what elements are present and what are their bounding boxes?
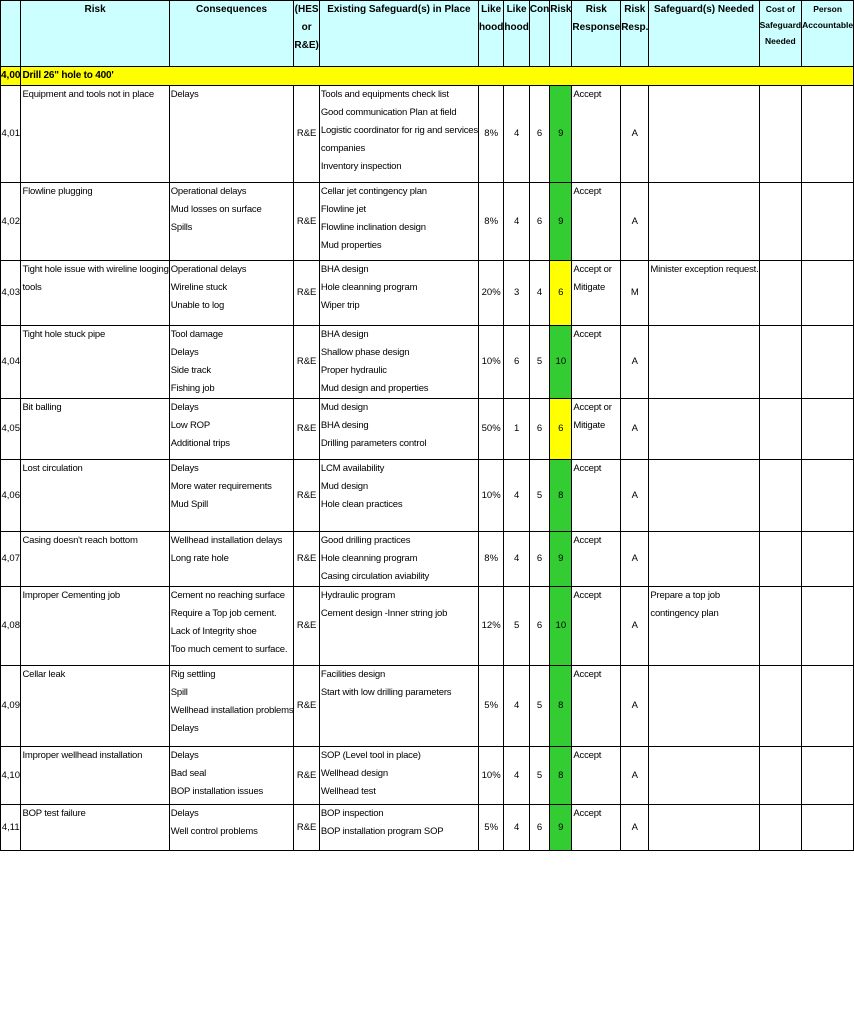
existing-safeguards-cell bbox=[319, 86, 478, 183]
risk-cell-line: Improper wellhead installation bbox=[22, 750, 143, 761]
header-risk-score: Risk bbox=[550, 1, 572, 67]
likelihood-score-cell: 5 bbox=[504, 587, 529, 666]
hes-cell: R&E bbox=[294, 805, 319, 851]
existing-safeguards-cell bbox=[319, 666, 478, 747]
header-consequence-score: Con bbox=[529, 1, 549, 67]
risk-score-cell: 8 bbox=[550, 460, 572, 532]
risk-response-cell bbox=[572, 666, 621, 747]
risk-cell bbox=[21, 460, 169, 532]
existing-safeguards-cell bbox=[319, 183, 478, 261]
risk-response-cell bbox=[572, 747, 621, 805]
risk-resp-cell: A bbox=[621, 460, 649, 532]
consequences-cell bbox=[169, 183, 294, 261]
consequences-cell-line: Require a Top job cement. bbox=[170, 608, 277, 619]
existing-safeguards-cell-line: companies bbox=[320, 143, 366, 154]
risk-response-cell bbox=[572, 399, 621, 460]
likelihood-percent-cell: 50% bbox=[478, 399, 503, 460]
hes-cell: R&E bbox=[294, 399, 319, 460]
existing-safeguards-cell-line: Wellhead test bbox=[320, 786, 376, 797]
row-number: 4,03 bbox=[1, 261, 21, 326]
safeguards-needed-cell bbox=[649, 460, 759, 532]
existing-safeguards-cell-line: Facilities design bbox=[320, 669, 386, 680]
risk-response-cell-line: Accept bbox=[573, 463, 602, 474]
header-consequences: Consequences bbox=[169, 1, 294, 67]
existing-safeguards-cell-line: Mud design and properties bbox=[320, 383, 429, 394]
risk-response-cell bbox=[572, 587, 621, 666]
existing-safeguards-cell-line: Mud design bbox=[320, 481, 368, 492]
cost-cell bbox=[759, 747, 802, 805]
header-cost bbox=[759, 1, 802, 67]
risk-response-cell bbox=[572, 805, 621, 851]
risk-resp-cell: A bbox=[621, 747, 649, 805]
consequence-score-cell: 4 bbox=[529, 261, 549, 326]
risk-response-cell bbox=[572, 532, 621, 587]
risk-response-cell-line: Accept bbox=[573, 535, 602, 546]
hes-cell: R&E bbox=[294, 460, 319, 532]
risk-response-cell bbox=[572, 460, 621, 532]
safeguards-needed-cell bbox=[649, 399, 759, 460]
consequences-cell-line: Side track bbox=[170, 365, 211, 376]
likelihood-score-cell: 4 bbox=[504, 86, 529, 183]
risk-cell bbox=[21, 399, 169, 460]
consequence-score-cell: 6 bbox=[529, 805, 549, 851]
likelihood-score-cell: 6 bbox=[504, 326, 529, 399]
table-row bbox=[1, 587, 854, 666]
consequence-score-cell: 6 bbox=[529, 587, 549, 666]
person-accountable-cell bbox=[802, 460, 854, 532]
existing-safeguards-cell-line: Good communication Plan at field bbox=[320, 107, 457, 118]
consequences-cell-line: Wellhead installation delays bbox=[170, 535, 283, 546]
header-num bbox=[1, 1, 21, 67]
header-safeguards-needed: Safeguard(s) Needed bbox=[649, 1, 759, 67]
safeguards-needed-cell bbox=[649, 666, 759, 747]
likelihood-percent-cell: 8% bbox=[478, 183, 503, 261]
consequences-cell-line: Operational delays bbox=[170, 264, 247, 275]
consequences-cell-line: Spills bbox=[170, 222, 193, 233]
table-row bbox=[1, 460, 854, 532]
header-likelihood-2 bbox=[504, 1, 529, 67]
safeguards-needed-cell-line: Minister exception request. bbox=[650, 264, 759, 275]
consequence-score-cell: 6 bbox=[529, 532, 549, 587]
consequences-cell-line: Lack of Integrity shoe bbox=[170, 626, 257, 637]
cost-cell bbox=[759, 666, 802, 747]
safeguards-needed-cell bbox=[649, 532, 759, 587]
consequences-cell bbox=[169, 666, 294, 747]
consequences-cell-line: Spill bbox=[170, 687, 188, 698]
consequences-cell-line: Delays bbox=[170, 89, 199, 100]
safeguards-needed-cell bbox=[649, 183, 759, 261]
risk-cell-line: Improper Cementing job bbox=[22, 590, 120, 601]
existing-safeguards-cell-line: Drilling parameters control bbox=[320, 438, 427, 449]
table-row bbox=[1, 805, 854, 851]
header-risk-response bbox=[572, 1, 621, 67]
row-number: 4,04 bbox=[1, 326, 21, 399]
cost-cell bbox=[759, 183, 802, 261]
risk-resp-cell: A bbox=[621, 805, 649, 851]
existing-safeguards-cell bbox=[319, 326, 478, 399]
risk-response-cell-line: Accept or bbox=[573, 402, 612, 413]
safeguards-needed-cell bbox=[649, 326, 759, 399]
row-number: 4,11 bbox=[1, 805, 21, 851]
risk-response-cell-line: Accept bbox=[573, 590, 602, 601]
consequences-cell-line: More water requirements bbox=[170, 481, 272, 492]
header-cost-line: Needed bbox=[764, 36, 796, 46]
risk-response-cell bbox=[572, 261, 621, 326]
row-number: 4,07 bbox=[1, 532, 21, 587]
existing-safeguards-cell bbox=[319, 460, 478, 532]
existing-safeguards-cell-line: Hole cleanning program bbox=[320, 553, 418, 564]
consequences-cell bbox=[169, 86, 294, 183]
header-like2-line: hood bbox=[504, 22, 529, 33]
existing-safeguards-cell-line: Flowline jet bbox=[320, 204, 366, 215]
cost-cell bbox=[759, 532, 802, 587]
consequences-cell bbox=[169, 326, 294, 399]
consequences-cell-line: Delays bbox=[170, 347, 199, 358]
risk-response-cell bbox=[572, 183, 621, 261]
person-accountable-cell bbox=[802, 261, 854, 326]
likelihood-percent-cell: 5% bbox=[478, 666, 503, 747]
likelihood-score-cell: 4 bbox=[504, 805, 529, 851]
table-row bbox=[1, 86, 854, 183]
consequences-cell-line: Low ROP bbox=[170, 420, 210, 431]
existing-safeguards-cell-line: BHA design bbox=[320, 264, 369, 275]
consequences-cell-line: Bad seal bbox=[170, 768, 207, 779]
existing-safeguards-cell-line: Flowline inclination design bbox=[320, 222, 426, 233]
cost-cell bbox=[759, 86, 802, 183]
existing-safeguards-cell-line: Wiper trip bbox=[320, 300, 360, 311]
person-accountable-cell bbox=[802, 326, 854, 399]
section-number: 4,00 bbox=[1, 67, 21, 86]
risk-score-cell: 8 bbox=[550, 747, 572, 805]
header-likelihood-1 bbox=[478, 1, 503, 67]
header-person-line: Person bbox=[813, 4, 843, 14]
risk-resp-cell: A bbox=[621, 326, 649, 399]
existing-safeguards-cell-line: BHA design bbox=[320, 329, 369, 340]
hes-cell: R&E bbox=[294, 747, 319, 805]
risk-response-cell-line: Accept bbox=[573, 329, 602, 340]
table-row bbox=[1, 261, 854, 326]
risk-resp-cell: M bbox=[621, 261, 649, 326]
safeguards-needed-cell bbox=[649, 805, 759, 851]
existing-safeguards-cell-line: Mud design bbox=[320, 402, 368, 413]
risk-score-cell: 9 bbox=[550, 532, 572, 587]
likelihood-score-cell: 4 bbox=[504, 747, 529, 805]
header-hes-line: (HES bbox=[294, 4, 319, 15]
hes-cell: R&E bbox=[294, 183, 319, 261]
person-accountable-cell bbox=[802, 532, 854, 587]
consequences-cell-line: Delays bbox=[170, 463, 199, 474]
row-number: 4,08 bbox=[1, 587, 21, 666]
risk-cell-line: Flowline plugging bbox=[22, 186, 93, 197]
risk-cell-line: Lost circulation bbox=[22, 463, 83, 474]
existing-safeguards-cell bbox=[319, 747, 478, 805]
existing-safeguards-cell-line: Hole cleanning program bbox=[320, 282, 418, 293]
consequences-cell-line: Rig settling bbox=[170, 669, 216, 680]
risk-cell-line: Equipment and tools not in place bbox=[22, 89, 154, 100]
person-accountable-cell bbox=[802, 666, 854, 747]
risk-cell-line: Bit balling bbox=[22, 402, 62, 413]
safeguards-needed-cell-line: contingency plan bbox=[650, 608, 719, 619]
header-risk-resp bbox=[621, 1, 649, 67]
existing-safeguards-cell-line: BOP installation program SOP bbox=[320, 826, 444, 837]
risk-score-cell: 6 bbox=[550, 261, 572, 326]
consequences-cell-line: Delays bbox=[170, 723, 199, 734]
existing-safeguards-cell-line: Casing circulation aviability bbox=[320, 571, 430, 582]
safeguards-needed-cell bbox=[649, 747, 759, 805]
likelihood-score-cell: 1 bbox=[504, 399, 529, 460]
risk-score-cell: 9 bbox=[550, 86, 572, 183]
existing-safeguards-cell-line: Cellar jet contingency plan bbox=[320, 186, 427, 197]
risk-cell-line: tools bbox=[22, 282, 42, 293]
consequences-cell-line: Too much cement to surface. bbox=[170, 644, 288, 655]
consequences-cell-line: Wireline stuck bbox=[170, 282, 228, 293]
existing-safeguards-cell bbox=[319, 399, 478, 460]
hes-cell: R&E bbox=[294, 532, 319, 587]
safeguards-needed-cell bbox=[649, 86, 759, 183]
risk-resp-cell: A bbox=[621, 532, 649, 587]
risk-score-cell: 9 bbox=[550, 183, 572, 261]
consequence-score-cell: 5 bbox=[529, 747, 549, 805]
table-row bbox=[1, 666, 854, 747]
cost-cell bbox=[759, 261, 802, 326]
header-person-line: Accountable bbox=[802, 20, 854, 30]
header-risk: Risk bbox=[21, 1, 169, 67]
existing-safeguards-cell-line: Mud properties bbox=[320, 240, 382, 251]
header-risk-resp-line: Resp. bbox=[621, 22, 649, 33]
existing-safeguards-cell-line: Shallow phase design bbox=[320, 347, 410, 358]
likelihood-percent-cell: 8% bbox=[478, 86, 503, 183]
likelihood-percent-cell: 20% bbox=[478, 261, 503, 326]
table-row bbox=[1, 532, 854, 587]
risk-score-cell: 10 bbox=[550, 326, 572, 399]
existing-safeguards-cell-line: Tools and equipments check list bbox=[320, 89, 449, 100]
existing-safeguards-cell-line: SOP (Level tool in place) bbox=[320, 750, 421, 761]
consequence-score-cell: 5 bbox=[529, 460, 549, 532]
cost-cell bbox=[759, 399, 802, 460]
consequences-cell-line: Wellhead installation problems bbox=[170, 705, 294, 716]
consequences-cell-line: Long rate hole bbox=[170, 553, 229, 564]
consequences-cell bbox=[169, 747, 294, 805]
likelihood-percent-cell: 5% bbox=[478, 805, 503, 851]
safeguards-needed-cell bbox=[649, 261, 759, 326]
existing-safeguards-cell-line: BHA desing bbox=[320, 420, 369, 431]
person-accountable-cell bbox=[802, 805, 854, 851]
risk-cell bbox=[21, 86, 169, 183]
risk-resp-cell: A bbox=[621, 587, 649, 666]
existing-safeguards-cell-line: BOP inspection bbox=[320, 808, 384, 819]
consequences-cell-line: Mud losses on surface bbox=[170, 204, 262, 215]
consequences-cell-line: Tool damage bbox=[170, 329, 223, 340]
person-accountable-cell bbox=[802, 399, 854, 460]
risk-cell-line: Cellar leak bbox=[22, 669, 66, 680]
header-risk-response-line: Response bbox=[572, 22, 621, 33]
table-row bbox=[1, 326, 854, 399]
header-hes-line: or bbox=[301, 22, 312, 33]
risk-cell bbox=[21, 261, 169, 326]
consequences-cell-line: Additional trips bbox=[170, 438, 230, 449]
existing-safeguards-cell-line: Logistic coordinator for rig and services bbox=[320, 125, 478, 136]
risk-cell-line: Tight hole issue with wireline looging bbox=[22, 264, 169, 275]
person-accountable-cell bbox=[802, 86, 854, 183]
safeguards-needed-cell bbox=[649, 587, 759, 666]
consequences-cell bbox=[169, 805, 294, 851]
risk-response-cell-line: Accept bbox=[573, 186, 602, 197]
risk-score-cell: 10 bbox=[550, 587, 572, 666]
consequence-score-cell: 5 bbox=[529, 666, 549, 747]
consequence-score-cell: 6 bbox=[529, 86, 549, 183]
risk-cell bbox=[21, 666, 169, 747]
consequences-cell-line: Operational delays bbox=[170, 186, 247, 197]
consequences-cell-line: Fishing job bbox=[170, 383, 215, 394]
table-row bbox=[1, 183, 854, 261]
row-number: 4,05 bbox=[1, 399, 21, 460]
likelihood-percent-cell: 12% bbox=[478, 587, 503, 666]
existing-safeguards-cell-line: LCM availability bbox=[320, 463, 385, 474]
risk-resp-cell: A bbox=[621, 399, 649, 460]
consequences-cell bbox=[169, 399, 294, 460]
consequences-cell-line: Cement no reaching surface bbox=[170, 590, 285, 601]
likelihood-score-cell: 4 bbox=[504, 532, 529, 587]
existing-safeguards-cell-line: Wellhead design bbox=[320, 768, 388, 779]
safeguards-needed-cell-line: Prepare a top job bbox=[650, 590, 720, 601]
risk-response-cell-line: Accept bbox=[573, 89, 602, 100]
consequences-cell bbox=[169, 261, 294, 326]
consequences-cell-line: BOP installation issues bbox=[170, 786, 264, 797]
likelihood-score-cell: 4 bbox=[504, 460, 529, 532]
existing-safeguards-cell-line: Inventory inspection bbox=[320, 161, 402, 172]
hes-cell: R&E bbox=[294, 666, 319, 747]
consequence-score-cell: 5 bbox=[529, 326, 549, 399]
risk-response-cell bbox=[572, 326, 621, 399]
existing-safeguards-cell bbox=[319, 261, 478, 326]
header-cost-line: Safeguard bbox=[759, 20, 802, 30]
risk-cell-line: Tight hole stuck pipe bbox=[22, 329, 106, 340]
risk-score-cell: 6 bbox=[550, 399, 572, 460]
risk-response-cell-line: Mitigate bbox=[573, 420, 606, 431]
header-risk-response-line: Risk bbox=[585, 4, 607, 15]
risk-resp-cell: A bbox=[621, 666, 649, 747]
header-row bbox=[1, 1, 854, 67]
risk-resp-cell: A bbox=[621, 86, 649, 183]
existing-safeguards-cell-line: Cement design -Inner string job bbox=[320, 608, 448, 619]
risk-response-cell-line: Accept or bbox=[573, 264, 612, 275]
likelihood-percent-cell: 10% bbox=[478, 747, 503, 805]
row-number: 4,09 bbox=[1, 666, 21, 747]
header-hes-line: R&E) bbox=[294, 40, 319, 51]
row-number: 4,06 bbox=[1, 460, 21, 532]
section-title: Drill 26" hole to 400' bbox=[21, 67, 854, 86]
table-row bbox=[1, 399, 854, 460]
risk-score-cell: 9 bbox=[550, 805, 572, 851]
risk-cell bbox=[21, 747, 169, 805]
row-number: 4,01 bbox=[1, 86, 21, 183]
consequences-cell-line: Delays bbox=[170, 750, 199, 761]
risk-cell-line: Casing doesn't reach bottom bbox=[22, 535, 138, 546]
risk-response-cell-line: Mitigate bbox=[573, 282, 606, 293]
risk-cell bbox=[21, 532, 169, 587]
consequences-cell-line: Delays bbox=[170, 402, 199, 413]
risk-response-cell-line: Accept bbox=[573, 669, 602, 680]
cost-cell bbox=[759, 805, 802, 851]
existing-safeguards-cell-line: Start with low drilling parameters bbox=[320, 687, 452, 698]
risk-resp-cell: A bbox=[621, 183, 649, 261]
likelihood-score-cell: 3 bbox=[504, 261, 529, 326]
consequences-cell-line: Well control problems bbox=[170, 826, 258, 837]
hes-cell: R&E bbox=[294, 587, 319, 666]
consequences-cell bbox=[169, 532, 294, 587]
header-like2-line: Like bbox=[506, 4, 527, 15]
header-risk-resp-line: Risk bbox=[624, 4, 646, 15]
hes-cell: R&E bbox=[294, 86, 319, 183]
person-accountable-cell bbox=[802, 747, 854, 805]
consequences-cell bbox=[169, 587, 294, 666]
risk-response-cell bbox=[572, 86, 621, 183]
person-accountable-cell bbox=[802, 587, 854, 666]
table-row bbox=[1, 747, 854, 805]
risk-response-cell-line: Accept bbox=[573, 808, 602, 819]
consequence-score-cell: 6 bbox=[529, 183, 549, 261]
header-cost-line: Cost of bbox=[765, 4, 795, 14]
row-number: 4,02 bbox=[1, 183, 21, 261]
consequences-cell-line: Delays bbox=[170, 808, 199, 819]
row-number: 4,10 bbox=[1, 747, 21, 805]
person-accountable-cell bbox=[802, 183, 854, 261]
cost-cell bbox=[759, 587, 802, 666]
existing-safeguards-cell-line: Hydraulic program bbox=[320, 590, 396, 601]
risk-cell bbox=[21, 326, 169, 399]
risk-cell bbox=[21, 587, 169, 666]
existing-safeguards-cell-line: Good drilling practices bbox=[320, 535, 411, 546]
header-hes bbox=[294, 1, 319, 67]
existing-safeguards-cell bbox=[319, 587, 478, 666]
consequences-cell-line: Unable to log bbox=[170, 300, 225, 311]
consequence-score-cell: 6 bbox=[529, 399, 549, 460]
consequences-cell-line: Mud Spill bbox=[170, 499, 208, 510]
likelihood-percent-cell: 10% bbox=[478, 326, 503, 399]
risk-cell bbox=[21, 183, 169, 261]
likelihood-percent-cell: 10% bbox=[478, 460, 503, 532]
risk-cell-line: BOP test failure bbox=[22, 808, 86, 819]
likelihood-percent-cell: 8% bbox=[478, 532, 503, 587]
existing-safeguards-cell-line: Hole clean practices bbox=[320, 499, 403, 510]
section-row bbox=[1, 67, 854, 86]
consequences-cell bbox=[169, 460, 294, 532]
hes-cell: R&E bbox=[294, 326, 319, 399]
header-person-accountable bbox=[802, 1, 854, 67]
header-like1-line: hood bbox=[478, 22, 504, 33]
likelihood-score-cell: 4 bbox=[504, 183, 529, 261]
likelihood-score-cell: 4 bbox=[504, 666, 529, 747]
existing-safeguards-cell-line: Proper hydraulic bbox=[320, 365, 387, 376]
cost-cell bbox=[759, 460, 802, 532]
header-like1-line: Like bbox=[481, 4, 502, 15]
existing-safeguards-cell bbox=[319, 805, 478, 851]
existing-safeguards-cell bbox=[319, 532, 478, 587]
header-existing-safeguards: Existing Safeguard(s) in Place bbox=[319, 1, 478, 67]
cost-cell bbox=[759, 326, 802, 399]
risk-score-cell: 8 bbox=[550, 666, 572, 747]
hes-cell: R&E bbox=[294, 261, 319, 326]
risk-cell bbox=[21, 805, 169, 851]
risk-response-cell-line: Accept bbox=[573, 750, 602, 761]
